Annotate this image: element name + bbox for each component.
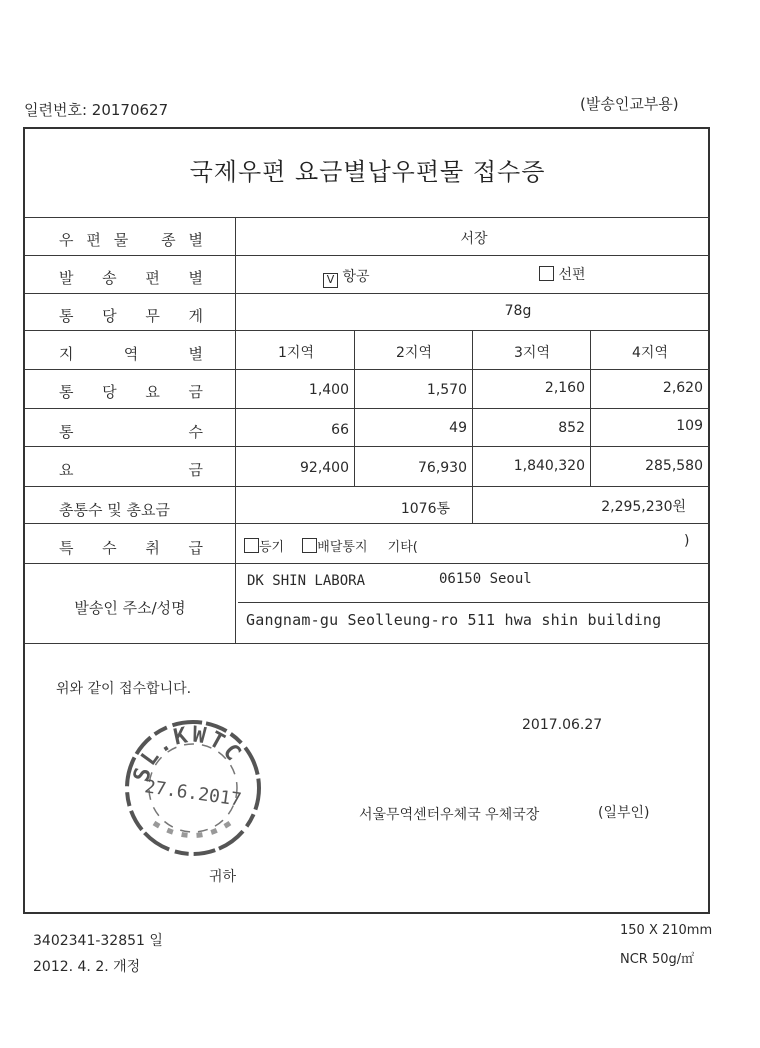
post-office: 서울무역센터우체국 우체국장 bbox=[359, 807, 540, 823]
paper-size: 150 X 210mm bbox=[620, 923, 713, 938]
other-close: ) bbox=[684, 533, 690, 549]
air-label: 항공 bbox=[342, 269, 370, 285]
count-zone-4: 109 bbox=[676, 418, 703, 434]
paper-spec: NCR 50g/㎡ bbox=[620, 952, 695, 967]
unit-rate-zone-1: 1,400 bbox=[308, 382, 349, 398]
label-item-type: 우 편 물 종 별 bbox=[59, 231, 203, 249]
postmark-icon bbox=[118, 713, 268, 863]
delivery-notice-label: 배달통지 bbox=[317, 540, 368, 555]
sender-name: DK SHIN LABORA bbox=[247, 573, 366, 589]
label-special: 특 수 취 급 bbox=[59, 539, 203, 557]
registered-label: 등기 bbox=[259, 540, 285, 555]
registered-checkbox[interactable] bbox=[244, 538, 259, 553]
revision-date: 2012. 4. 2. 개정 bbox=[33, 959, 141, 975]
label-total: 총통수 및 총요금 bbox=[59, 501, 170, 519]
svg-text:SL.KWTC: SL.KWTC bbox=[129, 722, 248, 785]
fee-zone-2: 76,930 bbox=[418, 460, 467, 476]
label-mail-class: 발 송 편 별 bbox=[59, 269, 203, 287]
unit-rate-zone-3: 2,160 bbox=[544, 380, 585, 396]
total-count: 1076통 bbox=[400, 501, 450, 517]
fee-zone-3: 1,840,320 bbox=[513, 458, 585, 474]
zone-2-header: 2지역 bbox=[396, 345, 432, 361]
air-checkbox[interactable]: V bbox=[323, 273, 338, 288]
zone-4-header: 4지역 bbox=[632, 345, 668, 361]
sender-address: Gangnam-gu Seolleung-ro 511 hwa shin building bbox=[246, 611, 662, 629]
unit-rate-zone-2: 1,570 bbox=[426, 382, 467, 398]
receipt-statement: 위와 같이 접수합니다. bbox=[56, 681, 192, 697]
count-zone-2: 49 bbox=[449, 420, 467, 436]
copy-type: (발송인교부용) bbox=[580, 95, 679, 113]
sender-zip-city: 06150 Seoul bbox=[439, 571, 532, 587]
official-seal-label: (일부인) bbox=[598, 805, 650, 821]
special-options bbox=[244, 536, 418, 555]
surface-checkbox[interactable] bbox=[539, 266, 554, 281]
other-label: 기타( bbox=[387, 540, 418, 555]
label-sender: 발송인 주소/성명 bbox=[74, 599, 186, 617]
label-unit-rate: 통 당 요 금 bbox=[59, 383, 203, 401]
label-fee: 요 금 bbox=[59, 461, 203, 479]
addressee: 귀하 bbox=[209, 869, 237, 885]
item-type-value: 서장 bbox=[460, 231, 488, 247]
label-zone: 지 역 별 bbox=[59, 345, 203, 363]
form-number: 3402341-32851 일 bbox=[33, 933, 163, 949]
total-amount: 2,295,230원 bbox=[601, 499, 686, 515]
form-title: 국제우편 요금별납우편물 접수증 bbox=[189, 158, 546, 186]
surface-label: 선편 bbox=[558, 267, 586, 283]
zone-3-header: 3지역 bbox=[514, 345, 550, 361]
zone-1-header: 1지역 bbox=[278, 345, 314, 361]
fee-zone-4: 285,580 bbox=[645, 458, 703, 474]
unit-weight-value: 78g bbox=[504, 303, 532, 319]
count-zone-3: 852 bbox=[558, 420, 585, 436]
svg-text:27.6.2017: 27.6.2017 bbox=[143, 776, 243, 811]
delivery-notice-checkbox[interactable] bbox=[302, 538, 317, 553]
postmark-stamp bbox=[118, 713, 268, 863]
air-option[interactable] bbox=[323, 266, 370, 288]
unit-rate-zone-4: 2,620 bbox=[662, 380, 703, 396]
serial-number: 일련번호: 20170627 bbox=[24, 101, 169, 119]
receipt-date: 2017.06.27 bbox=[522, 717, 603, 733]
label-unit-weight: 통 당 무 게 bbox=[59, 307, 203, 325]
label-count: 통 수 bbox=[59, 423, 203, 441]
surface-option[interactable] bbox=[539, 264, 586, 284]
fee-zone-1: 92,400 bbox=[300, 460, 349, 476]
count-zone-1: 66 bbox=[331, 422, 349, 438]
